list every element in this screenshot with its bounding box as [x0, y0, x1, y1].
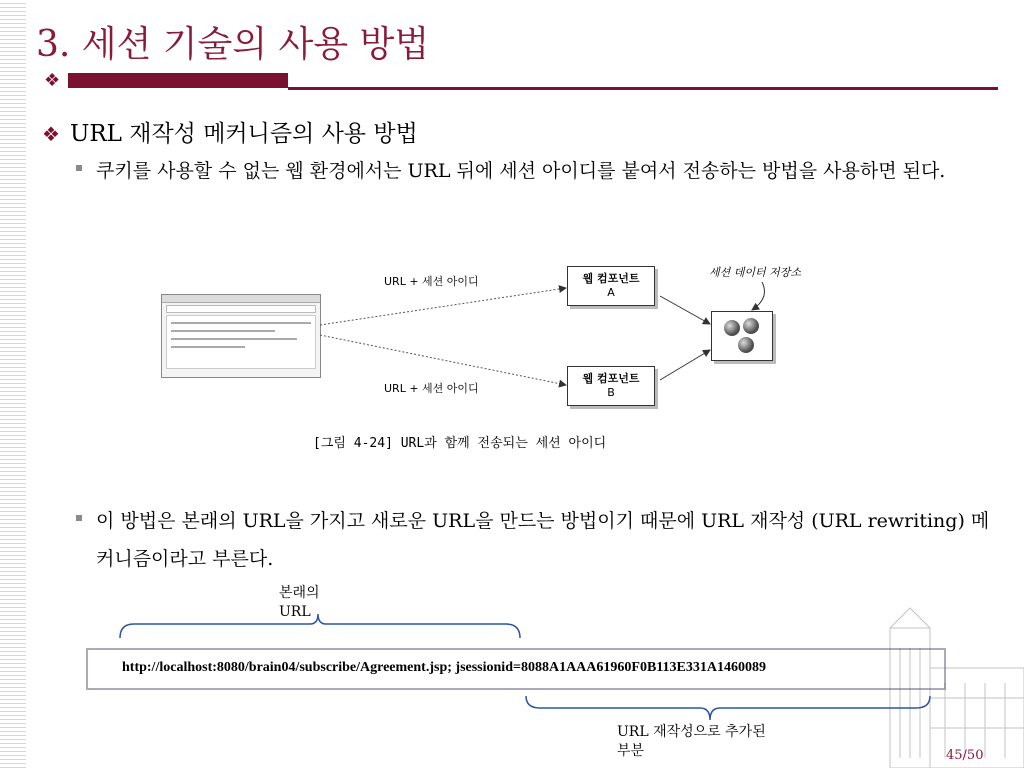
- diamond-bullet-icon: ❖: [42, 122, 60, 146]
- building-watermark-icon: [870, 598, 1024, 768]
- label-url-session-top: URL + 세션 아이디: [384, 275, 479, 288]
- web-component-b-title: 웹 컴포넌트: [582, 372, 640, 385]
- label-url-session-bottom: URL + 세션 아이디: [384, 382, 479, 395]
- original-url-brace: [120, 614, 520, 638]
- added-part-label: URL 재작성으로 추가된 부분: [617, 724, 766, 759]
- url-example-text: http://localhost:8080/brain04/subscribe/Agreement.jsp; jsessionid=8088A1AAA61960F0B113E331A1460089: [122, 660, 766, 675]
- figure-caption: [그림 4-24] URL과 함께 전송되는 세션 아이디: [313, 436, 607, 451]
- page-number: 45/50: [946, 748, 984, 763]
- section-heading-text: URL 재작성 메커니즘의 사용 방법: [69, 121, 418, 147]
- paragraph-1-text: 쿠키를 사용할 수 없는 웹 환경에서는 URL 뒤에 세션 아이디를 붙여서 전송하는 방법을 사용하면 된다.: [96, 160, 946, 182]
- title-ornament-icon: ❖: [44, 70, 61, 91]
- session-store-label: 세션 데이터 저장소: [709, 266, 802, 279]
- slide-title: 3. 세션 기술의 사용 방법: [36, 24, 430, 65]
- paragraph-2-text: 이 방법은 본래의 URL을 가지고 새로운 URL을 만드는 방법이기 때문에 URL 재작성 (URL rewriting) 메커니즘이라고 부른다.: [96, 510, 990, 570]
- web-component-a-sub: A: [607, 286, 615, 299]
- web-component-a-title: 웹 컴포넌트: [582, 272, 640, 285]
- original-url-label: 본래의 URL: [279, 585, 320, 620]
- web-component-b-sub: B: [607, 386, 615, 399]
